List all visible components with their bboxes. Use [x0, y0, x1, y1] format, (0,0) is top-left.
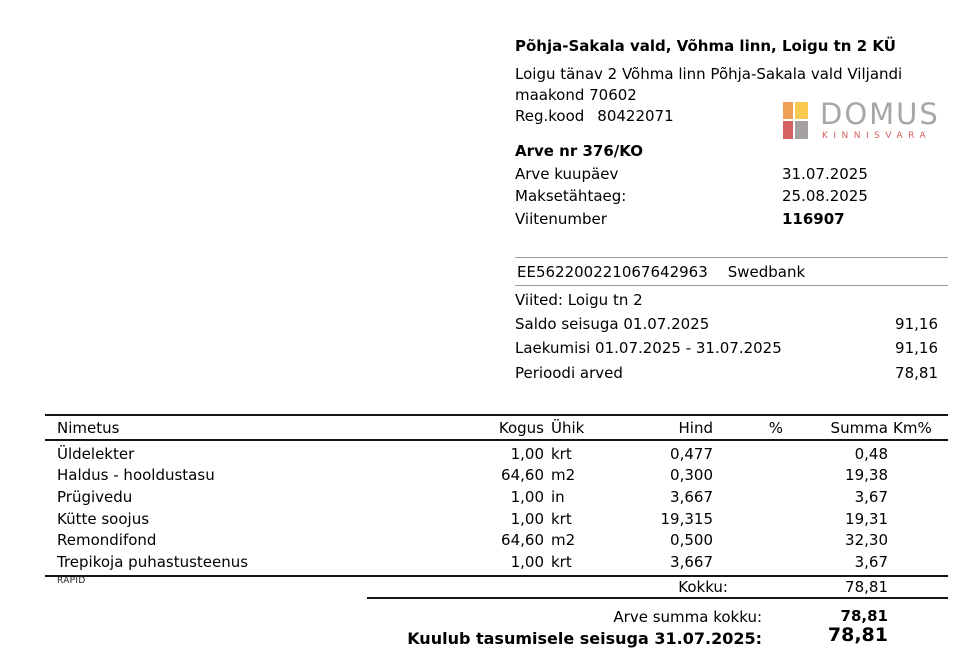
recipient-address-line2: maakond 70602: [515, 86, 637, 104]
row-name: Kütte soojus: [57, 509, 150, 528]
bank-name: Swedbank: [727, 263, 806, 281]
account-reference: Viited: Loigu tn 2: [515, 291, 643, 309]
kokku-label: Kokku:: [678, 578, 728, 596]
row-price: 0,500: [670, 531, 713, 550]
row-unit: krt: [551, 509, 572, 528]
due-date-label: Maksetähtaeg:: [515, 187, 627, 206]
header-summa: Summa: [830, 418, 888, 437]
logo-tile-red: [783, 121, 793, 139]
payments-label: Laekumisi 01.07.2025 - 31.07.2025: [515, 339, 782, 358]
iban: EE562200221067642963: [517, 263, 708, 281]
company-logo: [783, 97, 940, 141]
row-unit: in: [551, 488, 565, 507]
reference-number-value: 116907: [782, 209, 845, 228]
balance-label: Saldo seisuga 01.07.2025: [515, 315, 710, 334]
row-price: 0,477: [670, 444, 713, 463]
invoice-date-label: Arve kuupäev: [515, 165, 619, 183]
reference-number-row: [515, 210, 948, 232]
row-qty: 1,00: [510, 444, 544, 463]
table-row: [45, 486, 948, 508]
period-invoices-value: 78,81: [895, 363, 938, 382]
amount-due-value: 78,81: [827, 624, 888, 646]
logo-tile-orange: [783, 102, 793, 119]
row-sum: 0,48: [854, 444, 888, 463]
row-qty: 64,60: [501, 531, 544, 550]
header-uhik: Ühik: [551, 418, 585, 437]
due-date-value: 25.08.2025: [782, 187, 868, 206]
account-summary: [515, 291, 938, 388]
kokku-value: 78,81: [845, 578, 888, 596]
amount-due-label: Kuulub tasumisele seisuga 31.07.2025:: [407, 629, 762, 648]
row-qty: 1,00: [510, 509, 544, 528]
header-percent: %: [768, 418, 783, 437]
row-qty: 1,00: [510, 553, 544, 572]
row-name: Üldelekter: [57, 444, 135, 463]
table-row: [45, 443, 948, 465]
domus-logo-icon: [783, 102, 808, 139]
logo-name: DOMUS: [820, 97, 940, 131]
totals-divider: [367, 597, 948, 599]
recipient-title: Põhja-Sakala vald, Võhma linn, Loigu tn 2 KÜ: [515, 37, 896, 55]
invoice-total-value: 78,81: [840, 607, 888, 625]
reg-code-value: 80422071: [597, 107, 674, 125]
row-name: Remondifond: [57, 531, 157, 550]
row-name: Haldus - hooldustasu: [57, 466, 215, 485]
table-row: [45, 551, 948, 573]
due-date-row: [515, 187, 948, 209]
header-km: Km%: [893, 418, 932, 437]
balance-value: 91,16: [895, 315, 938, 334]
payments-value: 91,16: [895, 339, 938, 358]
row-sum: 32,30: [845, 531, 888, 550]
row-unit: m2: [551, 531, 576, 550]
row-sum: 19,38: [845, 466, 888, 485]
row-price: 0,300: [670, 466, 713, 485]
row-qty: 1,00: [510, 488, 544, 507]
row-qty: 64,60: [501, 466, 544, 485]
row-price: 3,667: [670, 488, 713, 507]
logo-text: [820, 97, 940, 141]
row-unit: m2: [551, 466, 576, 485]
invoice-date-value: 31.07.2025: [782, 165, 868, 183]
software-note: RAPID: [57, 576, 86, 586]
table-row: [45, 465, 948, 487]
invoice-number: Arve nr 376/KO: [515, 142, 643, 160]
period-invoices-row: [515, 364, 938, 388]
row-name: Trepikoja puhastusteenus: [57, 553, 249, 572]
row-sum: 3,67: [854, 553, 888, 572]
row-unit: krt: [551, 553, 572, 572]
header-kogus: Kogus: [498, 418, 544, 437]
row-sum: 3,67: [854, 488, 888, 507]
table-row: [45, 508, 948, 530]
invoice-date-row: [515, 165, 948, 187]
invoice-total-label: Arve summa kokku:: [613, 608, 762, 626]
row-price: 19,315: [660, 509, 713, 528]
row-sum: 19,31: [845, 509, 888, 528]
logo-tile-gray: [795, 121, 808, 139]
header-hind: Hind: [678, 418, 713, 437]
recipient-address-line1: Loigu tänav 2 Võhma linn Põhja-Sakala vald Viljandi: [515, 65, 903, 83]
bank-account-strip: [515, 257, 948, 286]
balance-row: [515, 315, 938, 339]
reference-number-label: Viitenumber: [515, 209, 607, 228]
invoice-meta: [515, 142, 948, 232]
table-row: [45, 530, 948, 552]
row-unit: krt: [551, 444, 572, 463]
items-table: [45, 414, 948, 577]
header-nimetus: Nimetus: [57, 418, 120, 437]
reg-code-label: Reg.kood: [515, 107, 585, 125]
table-body: [45, 441, 948, 577]
period-invoices-label: Perioodi arved: [515, 363, 623, 382]
logo-subtitle: KINNISVARA: [822, 131, 932, 141]
payments-row: [515, 339, 938, 363]
row-name: Prügivedu: [57, 488, 133, 507]
logo-tile-yellow: [795, 102, 808, 119]
table-header-row: [45, 414, 948, 441]
row-price: 3,667: [670, 553, 713, 572]
